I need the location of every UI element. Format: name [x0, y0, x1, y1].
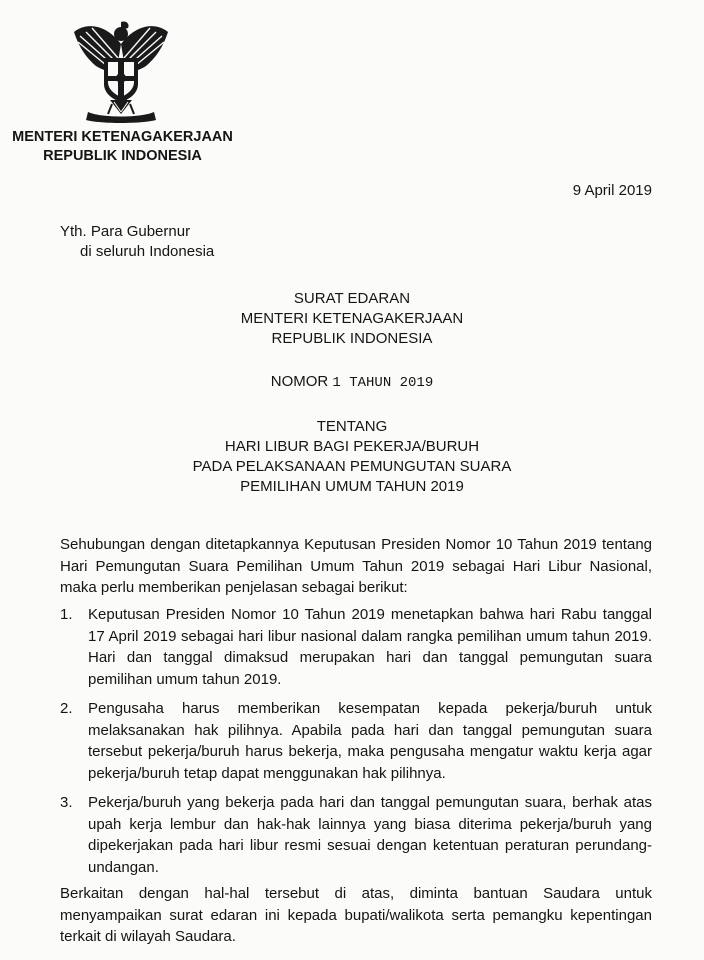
- subject-line-4: PEMILIHAN UMUM TAHUN 2019: [240, 478, 464, 495]
- recipient-line-2: di seluruh Indonesia: [80, 243, 215, 260]
- list-item-number: 3.: [60, 794, 73, 811]
- recipient-line-1: Yth. Para Gubernur: [60, 223, 191, 240]
- garuda-emblem-icon: [66, 14, 176, 126]
- list-item: [60, 792, 652, 878]
- letterhead-line-2: REPUBLIK INDONESIA: [43, 148, 202, 164]
- list-item-number: 1.: [60, 606, 73, 623]
- heading-line-1: SURAT EDARAN: [293, 290, 411, 307]
- heading-line-3: REPUBLIK INDONESIA: [271, 330, 433, 347]
- subject-line-3: PADA PELAKSANAAN PEMUNGUTAN SUARA: [192, 458, 512, 475]
- list-item: [60, 698, 652, 784]
- list-item-text: Pengusaha harus memberikan kesempatan kepada pekerja/buruh untuk melaksanakan hak pilihnya. Apabila pada hari dan tanggal pemungutan suara tersebut pekerja/buruh harus bekerja, maka pengusaha mengatur waktu kerja agar pekerja/buruh tetap dapat menggunakan hak pilihnya.: [88, 700, 652, 782]
- document-heading: [0, 289, 704, 349]
- nomor-label: NOMOR: [270, 373, 329, 390]
- heading-line-2: MENTERI KETENAGAKERJAAN: [240, 310, 464, 327]
- subject-line-2: HARI LIBUR BAGI PEKERJA/BURUH: [224, 438, 480, 455]
- points-list: [60, 604, 652, 886]
- list-item-number: 2.: [60, 700, 73, 717]
- subject-block: [0, 417, 704, 497]
- list-item-text: Keputusan Presiden Nomor 10 Tahun 2019 menetapkan bahwa hari Rabu tanggal 17 April 2019 sebagai hari libur nasional dalam rangka pemilihan umum tahun 2019. Hari dan tanggal dimaksud merupakan hari dan tanggal pemungutan suara pemilihan umum tahun 2019.: [88, 606, 652, 688]
- letterhead-line-1: MENTERI KETENAGAKERJAAN: [12, 129, 233, 145]
- letter-date: 9 April 2019: [572, 182, 652, 199]
- document-number: [0, 373, 704, 391]
- closing-paragraph: Berkaitan dengan hal-hal tersebut di atas, diminta bantuan Saudara untuk menyampaikan surat edaran ini kepada bupati/walikota serta pemangku kepentingan terkait di wilayah Saudara.: [60, 885, 652, 945]
- subject-line-1: TENTANG: [316, 418, 388, 435]
- nomor-value: 1 TAHUN 2019: [332, 375, 434, 391]
- list-item-text: Pekerja/buruh yang bekerja pada hari dan tanggal pemungutan suara, berhak atas upah kerja lembur dan hak-hak lainnya yang biasa diterima pekerja/buruh yang dipekerjakan pada hari libur resmi sesuai dengan ketentuan peraturan perundang-undangan.: [88, 794, 652, 876]
- letterhead: [0, 128, 245, 166]
- list-item: [60, 604, 652, 690]
- recipient-block: [60, 222, 214, 262]
- intro-paragraph: Sehubungan dengan ditetapkannya Keputusan Presiden Nomor 10 Tahun 2019 tentang Hari Pemungutan Suara Pemilihan Umum Tahun 2019 sebagai Hari Libur Nasional, maka perlu memberikan penjelasan sebagai berikut:: [60, 536, 652, 596]
